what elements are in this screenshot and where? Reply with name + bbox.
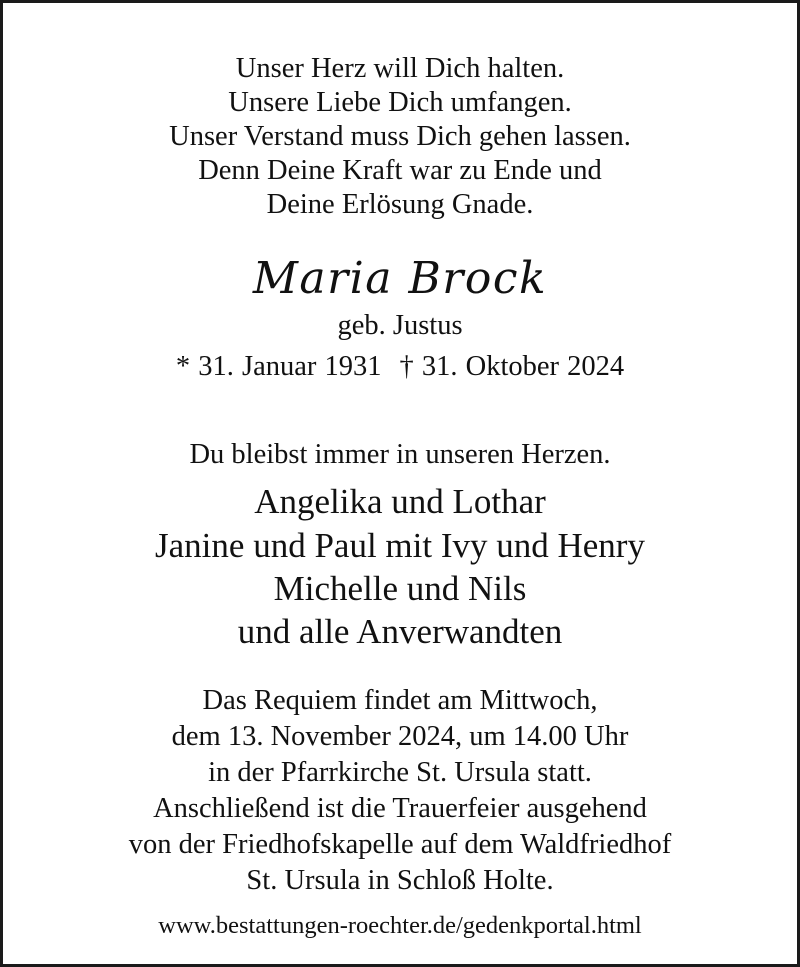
poem-line: Unser Herz will Dich halten. [235,53,565,84]
maiden-name: geb. Justus [337,310,463,341]
mourner-line: Angelika und Lothar [254,482,546,521]
service-info-line: von der Friedhofskapelle auf dem Waldfriedhof [128,829,672,860]
poem-line: Denn Deine Kraft war zu Ende und [198,155,602,186]
motto: Du bleibst immer in unseren Herzen. [189,439,611,470]
service-info-line: dem 13. November 2024, um 14.00 Uhr [171,721,629,752]
poem-line: Unser Verstand muss Dich gehen lassen. [169,121,631,152]
memorial-website: www.bestattungen-roechter.de/gedenkportal.html [158,912,642,939]
poem-line: Deine Erlösung Gnade. [266,189,534,220]
birth-date: * 31. Januar 1931 [175,351,382,382]
service-info-line: St. Ursula in Schloß Holte. [246,865,554,896]
service-info-line: Das Requiem findet am Mittwoch, [202,685,598,716]
life-dates [3,351,797,383]
service-info-line: Anschließend ist die Trauerfeier ausgehend [153,793,647,824]
death-date: † 31. Oktober 2024 [399,351,625,382]
mourner-line: und alle Anverwandten [237,612,563,651]
mourner-line: Janine und Paul mit Ivy und Henry [155,526,645,565]
service-info-line: in der Pfarrkirche St. Ursula statt. [208,757,592,788]
mourner-line: Michelle und Nils [273,569,527,608]
poem-line: Unsere Liebe Dich umfangen. [228,87,572,118]
deceased-name: Maria Brock [252,253,548,304]
